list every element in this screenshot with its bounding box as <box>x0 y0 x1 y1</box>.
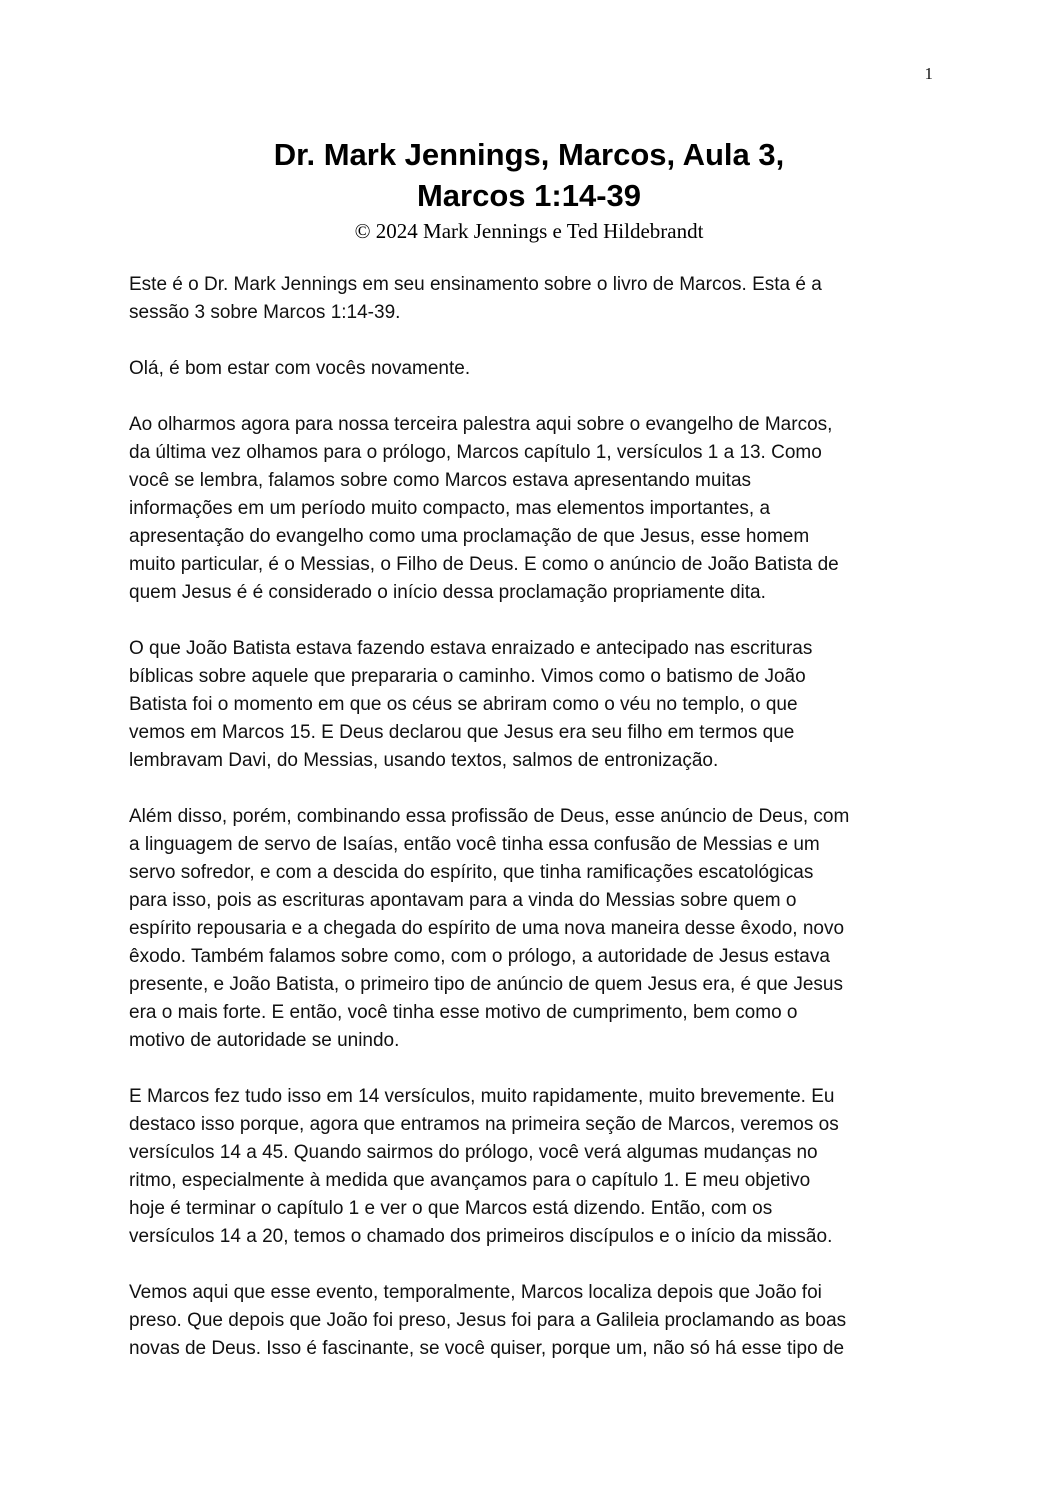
text-line: presente, e João Batista, o primeiro tipo de anúncio de quem Jesus era, é que Jesus <box>129 974 843 995</box>
text-line: êxodo. Também falamos sobre como, com o prólogo, a autoridade de Jesus estava <box>129 946 830 967</box>
text-line: da última vez olhamos para o prólogo, Marcos capítulo 1, versículos 1 a 13. Como <box>129 442 822 463</box>
text-line: espírito repousaria e a chegada do espírito de uma nova maneira desse êxodo, novo <box>129 918 845 939</box>
text-line: você se lembra, falamos sobre como Marcos estava apresentando muitas <box>129 470 752 491</box>
text-line: novas de Deus. Isso é fascinante, se você quiser, porque um, não só há esse tipo de <box>129 1338 845 1359</box>
text-line: a linguagem de servo de Isaías, então você tinha essa confusão de Messias e um <box>129 834 820 855</box>
text-line: motivo de autoridade se unindo. <box>129 1030 400 1051</box>
text-line: vemos em Marcos 15. E Deus declarou que Jesus era seu filho em termos que <box>129 722 795 743</box>
text-line: lembravam Davi, do Messias, usando textos, salmos de entronização. <box>129 750 719 771</box>
text-line: versículos 14 a 20, temos o chamado dos primeiros discípulos e o início da missão. <box>129 1226 833 1247</box>
text-line: servo sofredor, e com a descida do espírito, que tinha ramificações escatológicas <box>129 862 814 883</box>
text-line: Olá, é bom estar com vocês novamente. <box>129 358 471 379</box>
text-line: muito particular, é o Messias, o Filho de Deus. E como o anúncio de João Batista de <box>129 554 839 575</box>
paragraph <box>129 1083 929 1251</box>
text-line: ritmo, especialmente à medida que avançamos para o capítulo 1. E meu objetivo <box>129 1170 811 1191</box>
page-number: 1 <box>924 64 933 83</box>
text-line: era o mais forte. E então, você tinha esse motivo de cumprimento, bem como o <box>129 1002 798 1023</box>
text-line: hoje é terminar o capítulo 1 e ver o que Marcos está dizendo. Então, com os <box>129 1198 773 1219</box>
title-block <box>0 134 1058 246</box>
text-line: Vemos aqui que esse evento, temporalmente, Marcos localiza depois que João foi <box>129 1282 822 1303</box>
paragraph <box>129 355 929 383</box>
paragraph <box>129 1279 929 1363</box>
body-text <box>129 271 929 1391</box>
text-line: Este é o Dr. Mark Jennings em seu ensinamento sobre o livro de Marcos. Esta é a <box>129 274 822 295</box>
text-line: O que João Batista estava fazendo estava enraizado e antecipado nas escrituras <box>129 638 813 659</box>
paragraph <box>129 635 929 775</box>
text-line: informações em um período muito compacto, mas elementos importantes, a <box>129 498 771 519</box>
text-line: quem Jesus é é considerado o início dessa proclamação propriamente dita. <box>129 582 766 603</box>
text-line: Batista foi o momento em que os céus se abriram como o véu no templo, o que <box>129 694 798 715</box>
text-line: Ao olharmos agora para nossa terceira palestra aqui sobre o evangelho de Marcos, <box>129 414 833 435</box>
text-line: versículos 14 a 45. Quando sairmos do prólogo, você verá algumas mudanças no <box>129 1142 818 1163</box>
copyright-line: © 2024 Mark Jennings e Ted Hildebrandt <box>354 219 704 243</box>
paragraph <box>129 271 929 327</box>
text-line: apresentação do evangelho como uma proclamação de que Jesus, esse homem <box>129 526 810 547</box>
paragraph <box>129 803 929 1055</box>
title-line-1: Dr. Mark Jennings, Marcos, Aula 3, <box>273 137 785 172</box>
text-line: para isso, pois as escrituras apontavam para a vinda do Messias sobre quem o <box>129 890 797 911</box>
paragraph <box>129 411 929 607</box>
text-line: sessão 3 sobre Marcos 1:14-39. <box>129 302 401 323</box>
title-line-2: Marcos 1:14-39 <box>416 178 641 213</box>
text-line: E Marcos fez tudo isso em 14 versículos, muito rapidamente, muito brevemente. Eu <box>129 1086 835 1107</box>
text-line: Além disso, porém, combinando essa profissão de Deus, esse anúncio de Deus, com <box>129 806 850 827</box>
text-line: bíblicas sobre aquele que prepararia o caminho. Vimos como o batismo de João <box>129 666 806 687</box>
text-line: preso. Que depois que João foi preso, Jesus foi para a Galileia proclamando as boas <box>129 1310 847 1331</box>
text-line: destaco isso porque, agora que entramos na primeira seção de Marcos, veremos os <box>129 1114 839 1135</box>
